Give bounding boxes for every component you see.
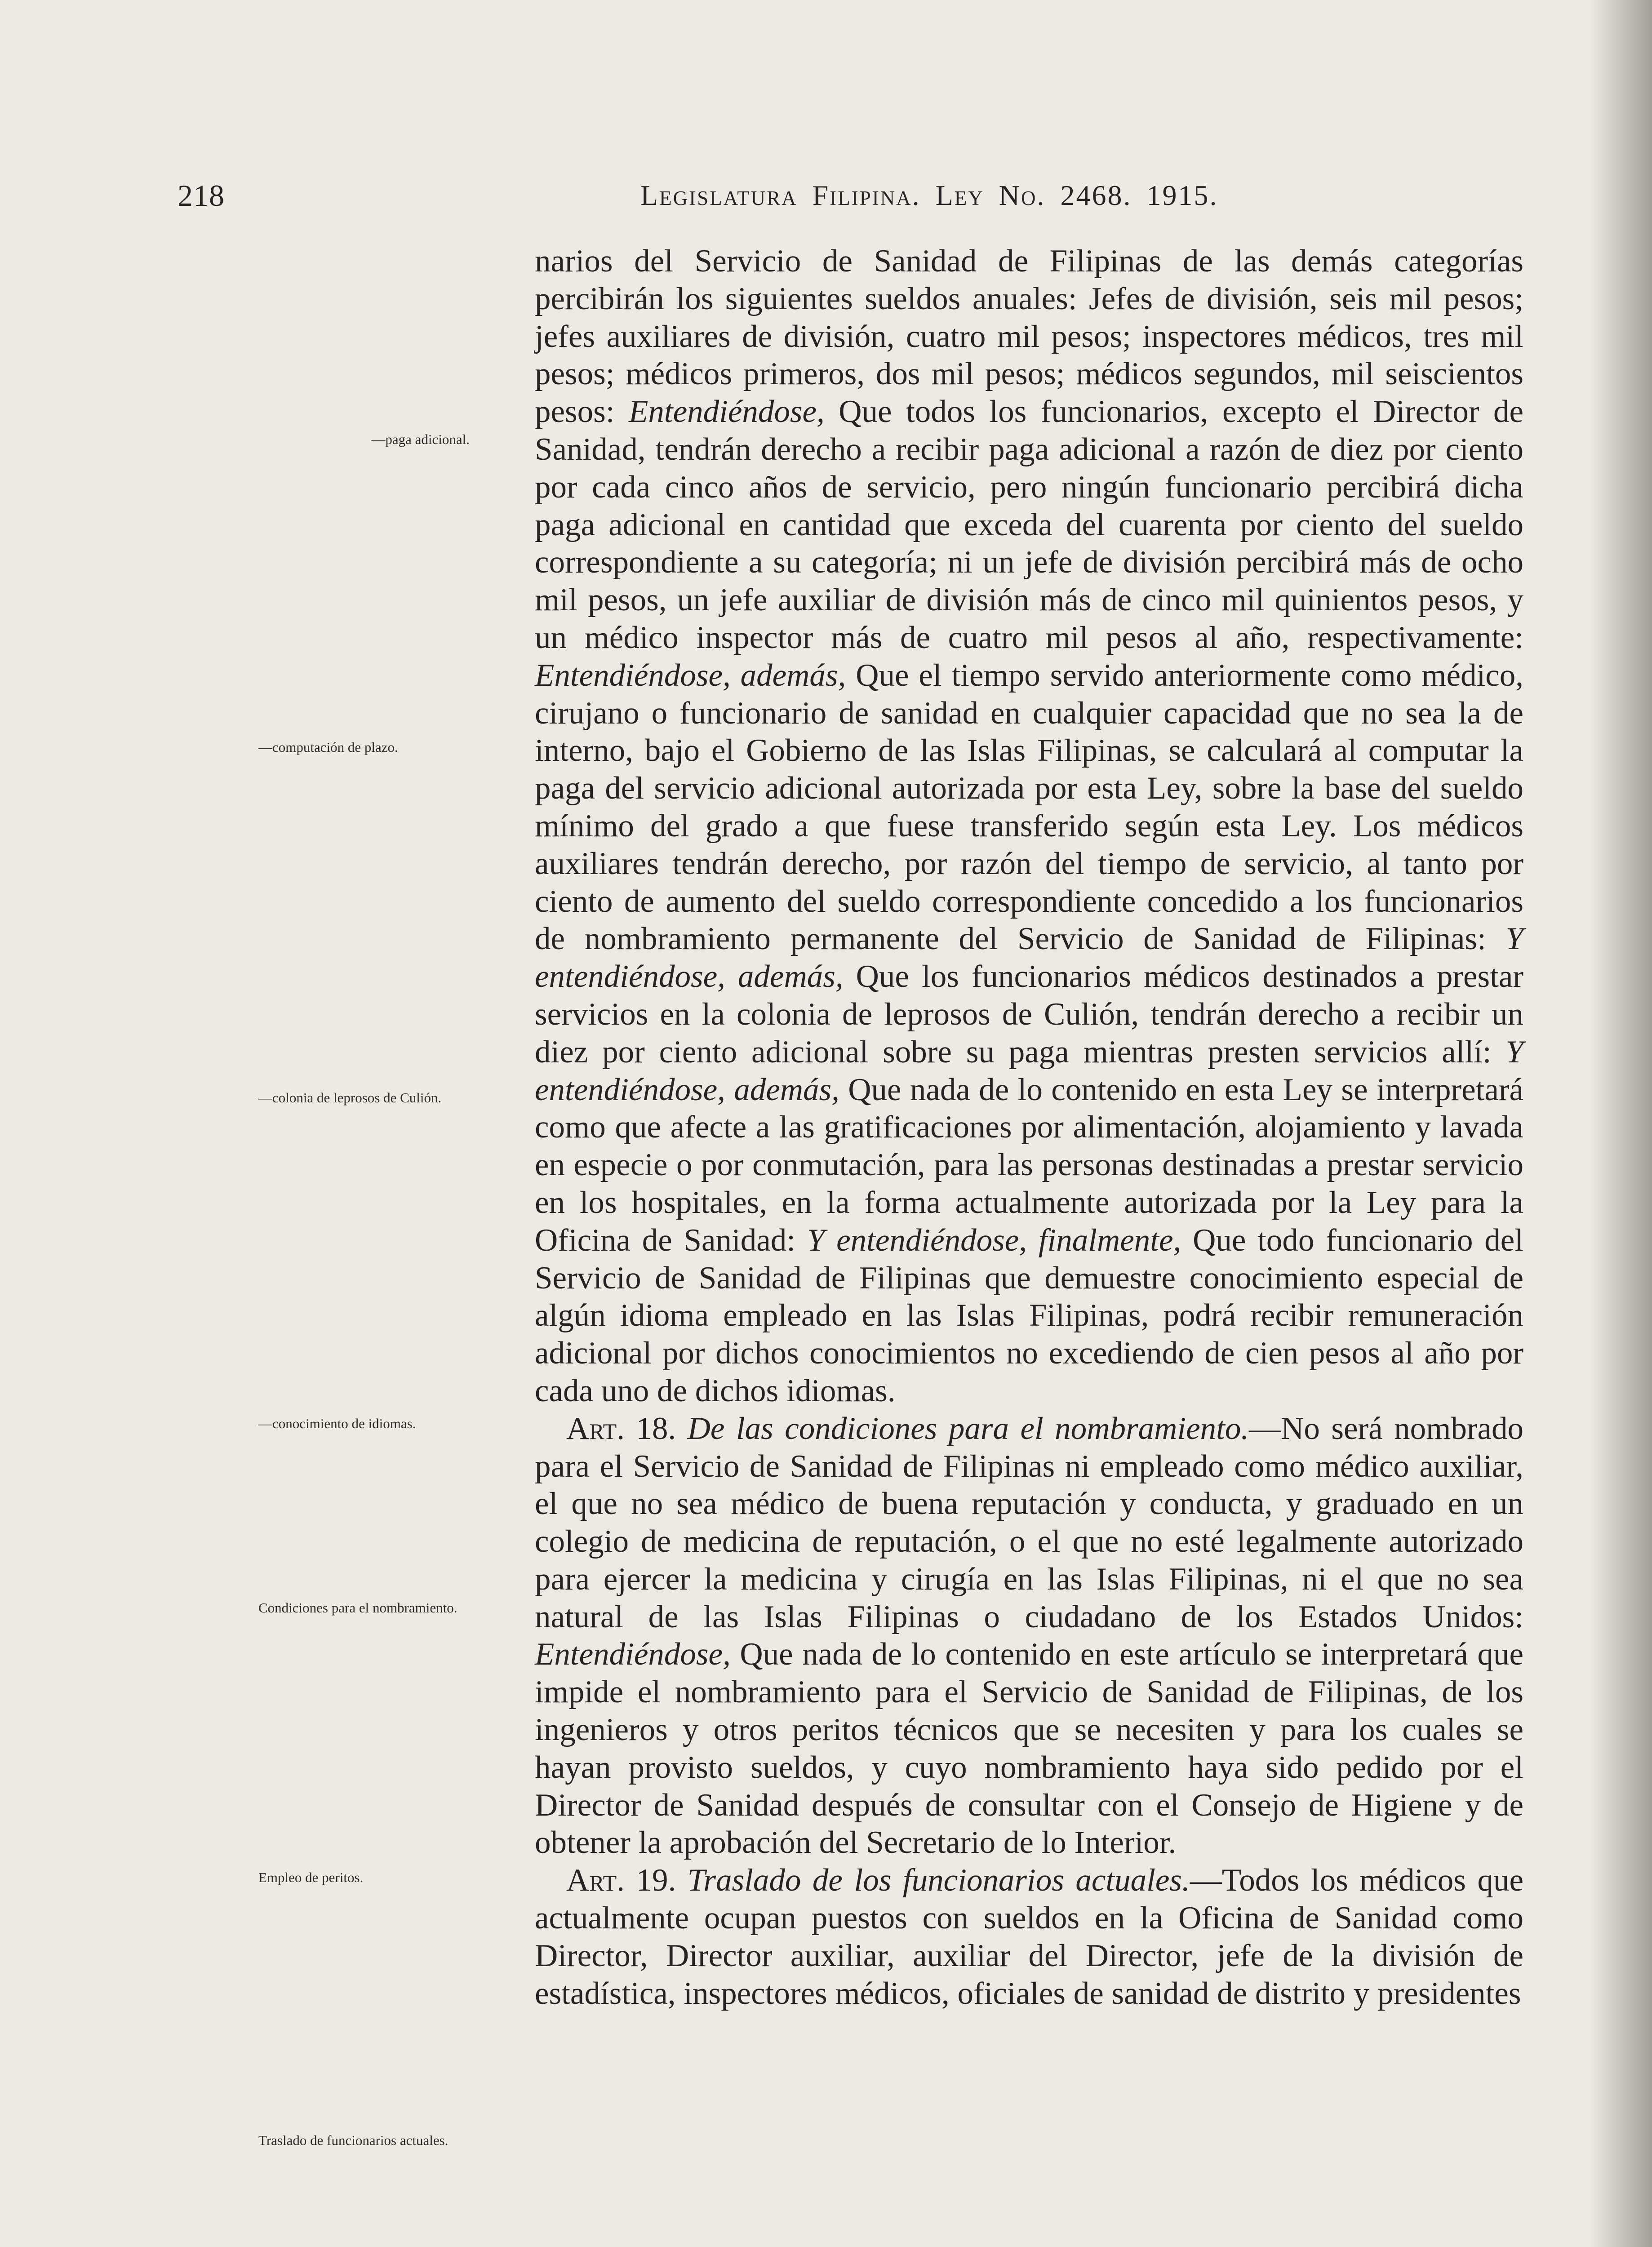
running-head: [178, 178, 1562, 213]
article-label: Art. 18.: [566, 1411, 676, 1446]
body-text: [535, 243, 1523, 2012]
margin-note-colonia-leprosos: —colonia de leprosos de Culión.: [258, 1090, 442, 1106]
margin-note-computacion-plazo: —computación de plazo.: [258, 739, 398, 755]
article-title: Traslado de los funcionarios actuales.: [687, 1863, 1190, 1898]
text-run: —Todos los médicos que actualmente ocupan puestos con sueldos en la Oficina de Sanidad como Director, Director auxiliar, auxiliar del Director, jefe de la división de estadística, inspectores médicos, oficiales de sanidad de distrito y presidentes: [535, 1863, 1523, 2011]
margin-note-paga-adicional: —paga adicional.: [371, 431, 470, 447]
italic-run: Entendiéndose,: [629, 394, 825, 430]
text-run: Que los funcionarios médicos destinados a prestar servicios en la colonia de leprosos de Culión, tendrán derecho a recibir un diez por ciento adicional sobre su paga mientras presten servicios allí:: [535, 959, 1523, 1070]
text-run: Que nada de lo contenido en esta Ley se interpretará como que afecte a las gratificaciones por alimentación, alojamiento y lavada en especie o por conmutación, para las personas destinadas a prestar servicio en los hospitales, en la forma actualmente autorizada por la Ley para la Oficina de Sanidad:: [535, 1072, 1524, 1258]
margin-note-condiciones-nombramiento: Condiciones para el nombramiento.: [258, 1600, 457, 1616]
italic-run: Y entendiéndose, además,: [535, 921, 1523, 995]
italic-run: Y entendiéndose, finalmente,: [807, 1222, 1181, 1258]
page-edge-shadow: [1589, 0, 1652, 2247]
italic-run: Entendiéndose,: [535, 1637, 731, 1672]
article-title: De las condiciones para el nombramiento.: [687, 1411, 1249, 1446]
paragraph-sueldos: [535, 243, 1523, 1410]
text-run: Que todo funcionario del Servicio de Sanidad de Filipinas que demuestre conocimiento especial de algún idioma empleado en las Islas Filipinas, podrá recibir remuneración adicional por dichos conocimientos no excediendo de cien pesos al año por cada uno de dichos idiomas.: [535, 1222, 1524, 1408]
margin-note-conocimiento-idiomas: —conocimiento de idiomas.: [258, 1416, 416, 1431]
text-run: —No será nombrado para el Servicio de Sanidad de Filipinas ni empleado como médico auxiliar, el que no sea médico de buena reputación y conducta, y graduado en un colegio de medicina de reputación, o el que no esté legalmente autorizado para ejercer la medicina y cirugía en las Islas Filipinas, ni el que no sea natural de las Islas Filipinas o ciudadano de los Estados Unidos:: [535, 1411, 1523, 1634]
article-label: Art. 19.: [566, 1863, 676, 1898]
text-run: Que nada de lo contenido en este artículo se interpretará que impide el nombramiento para el Servicio de Sanidad de Filipinas, de los ingenieros y otros peritos técnicos que se necesiten y para los cuales se hayan provisto sueldos, y cuyo nombramiento haya sido pedido por el Director de Sanidad después de consultar con el Consejo de Higiene y de obtener la aprobación del Secretario de lo Interior.: [535, 1637, 1524, 1861]
italic-run: Y entendiéndose, además,: [535, 1034, 1524, 1107]
italic-run: Entendiéndose, además,: [535, 657, 846, 693]
text-run: Que todos los funcionarios, excepto el Director de Sanidad, tendrán derecho a recibir paga adicional a razón de diez por ciento por cada cinco años de servicio, pero ningún funcionario percibirá dicha paga adicional en cantidad que exceda del cuarenta por ciento del sueldo correspondiente a su categoría; ni un jefe de división percibirá más de ocho mil pesos, un jefe auxiliar de división más de cinco mil quinientos pesos, y un médico inspector más de cuatro mil pesos al año, respectivamente:: [535, 394, 1524, 655]
margin-note-empleo-peritos: Empleo de peritos.: [258, 1870, 364, 1885]
page-number: 218: [178, 178, 225, 213]
text-run: narios del Servicio de Sanidad de Filipinas de las demás categorías percibirán los siguientes sueldos anuales: Jefes de división, seis mil pesos; jefes auxiliares de división, cuatro mil pesos; inspectores médicos, tres mil pesos; médicos primeros, dos mil pesos; médicos segundos, mil seiscientos pesos:: [535, 244, 1523, 430]
article-19: [535, 1862, 1523, 2012]
article-18: [535, 1410, 1523, 1862]
text-run: Que el tiempo servido anteriormente como médico, cirujano o funcionario de sanidad en cualquier capacidad que no sea la de interno, bajo el Gobierno de las Islas Filipinas, se calculará al computar la paga del servicio adicional autorizada por esta Ley, sobre la base del sueldo mínimo del grado a que fuese transferido según esta Ley. Los médicos auxiliares tendrán derecho, por razón del tiempo de servicio, al tanto por ciento de aumento del sueldo correspondiente concedido a los funcionarios de nombramiento permanente del Servicio de Sanidad de Filipinas:: [535, 657, 1523, 957]
margin-note-traslado-funcionarios: Traslado de funcionarios actuales.: [258, 2132, 449, 2148]
running-title: Legislatura Filipina. Ley No. 2468. 1915.: [640, 179, 1218, 211]
